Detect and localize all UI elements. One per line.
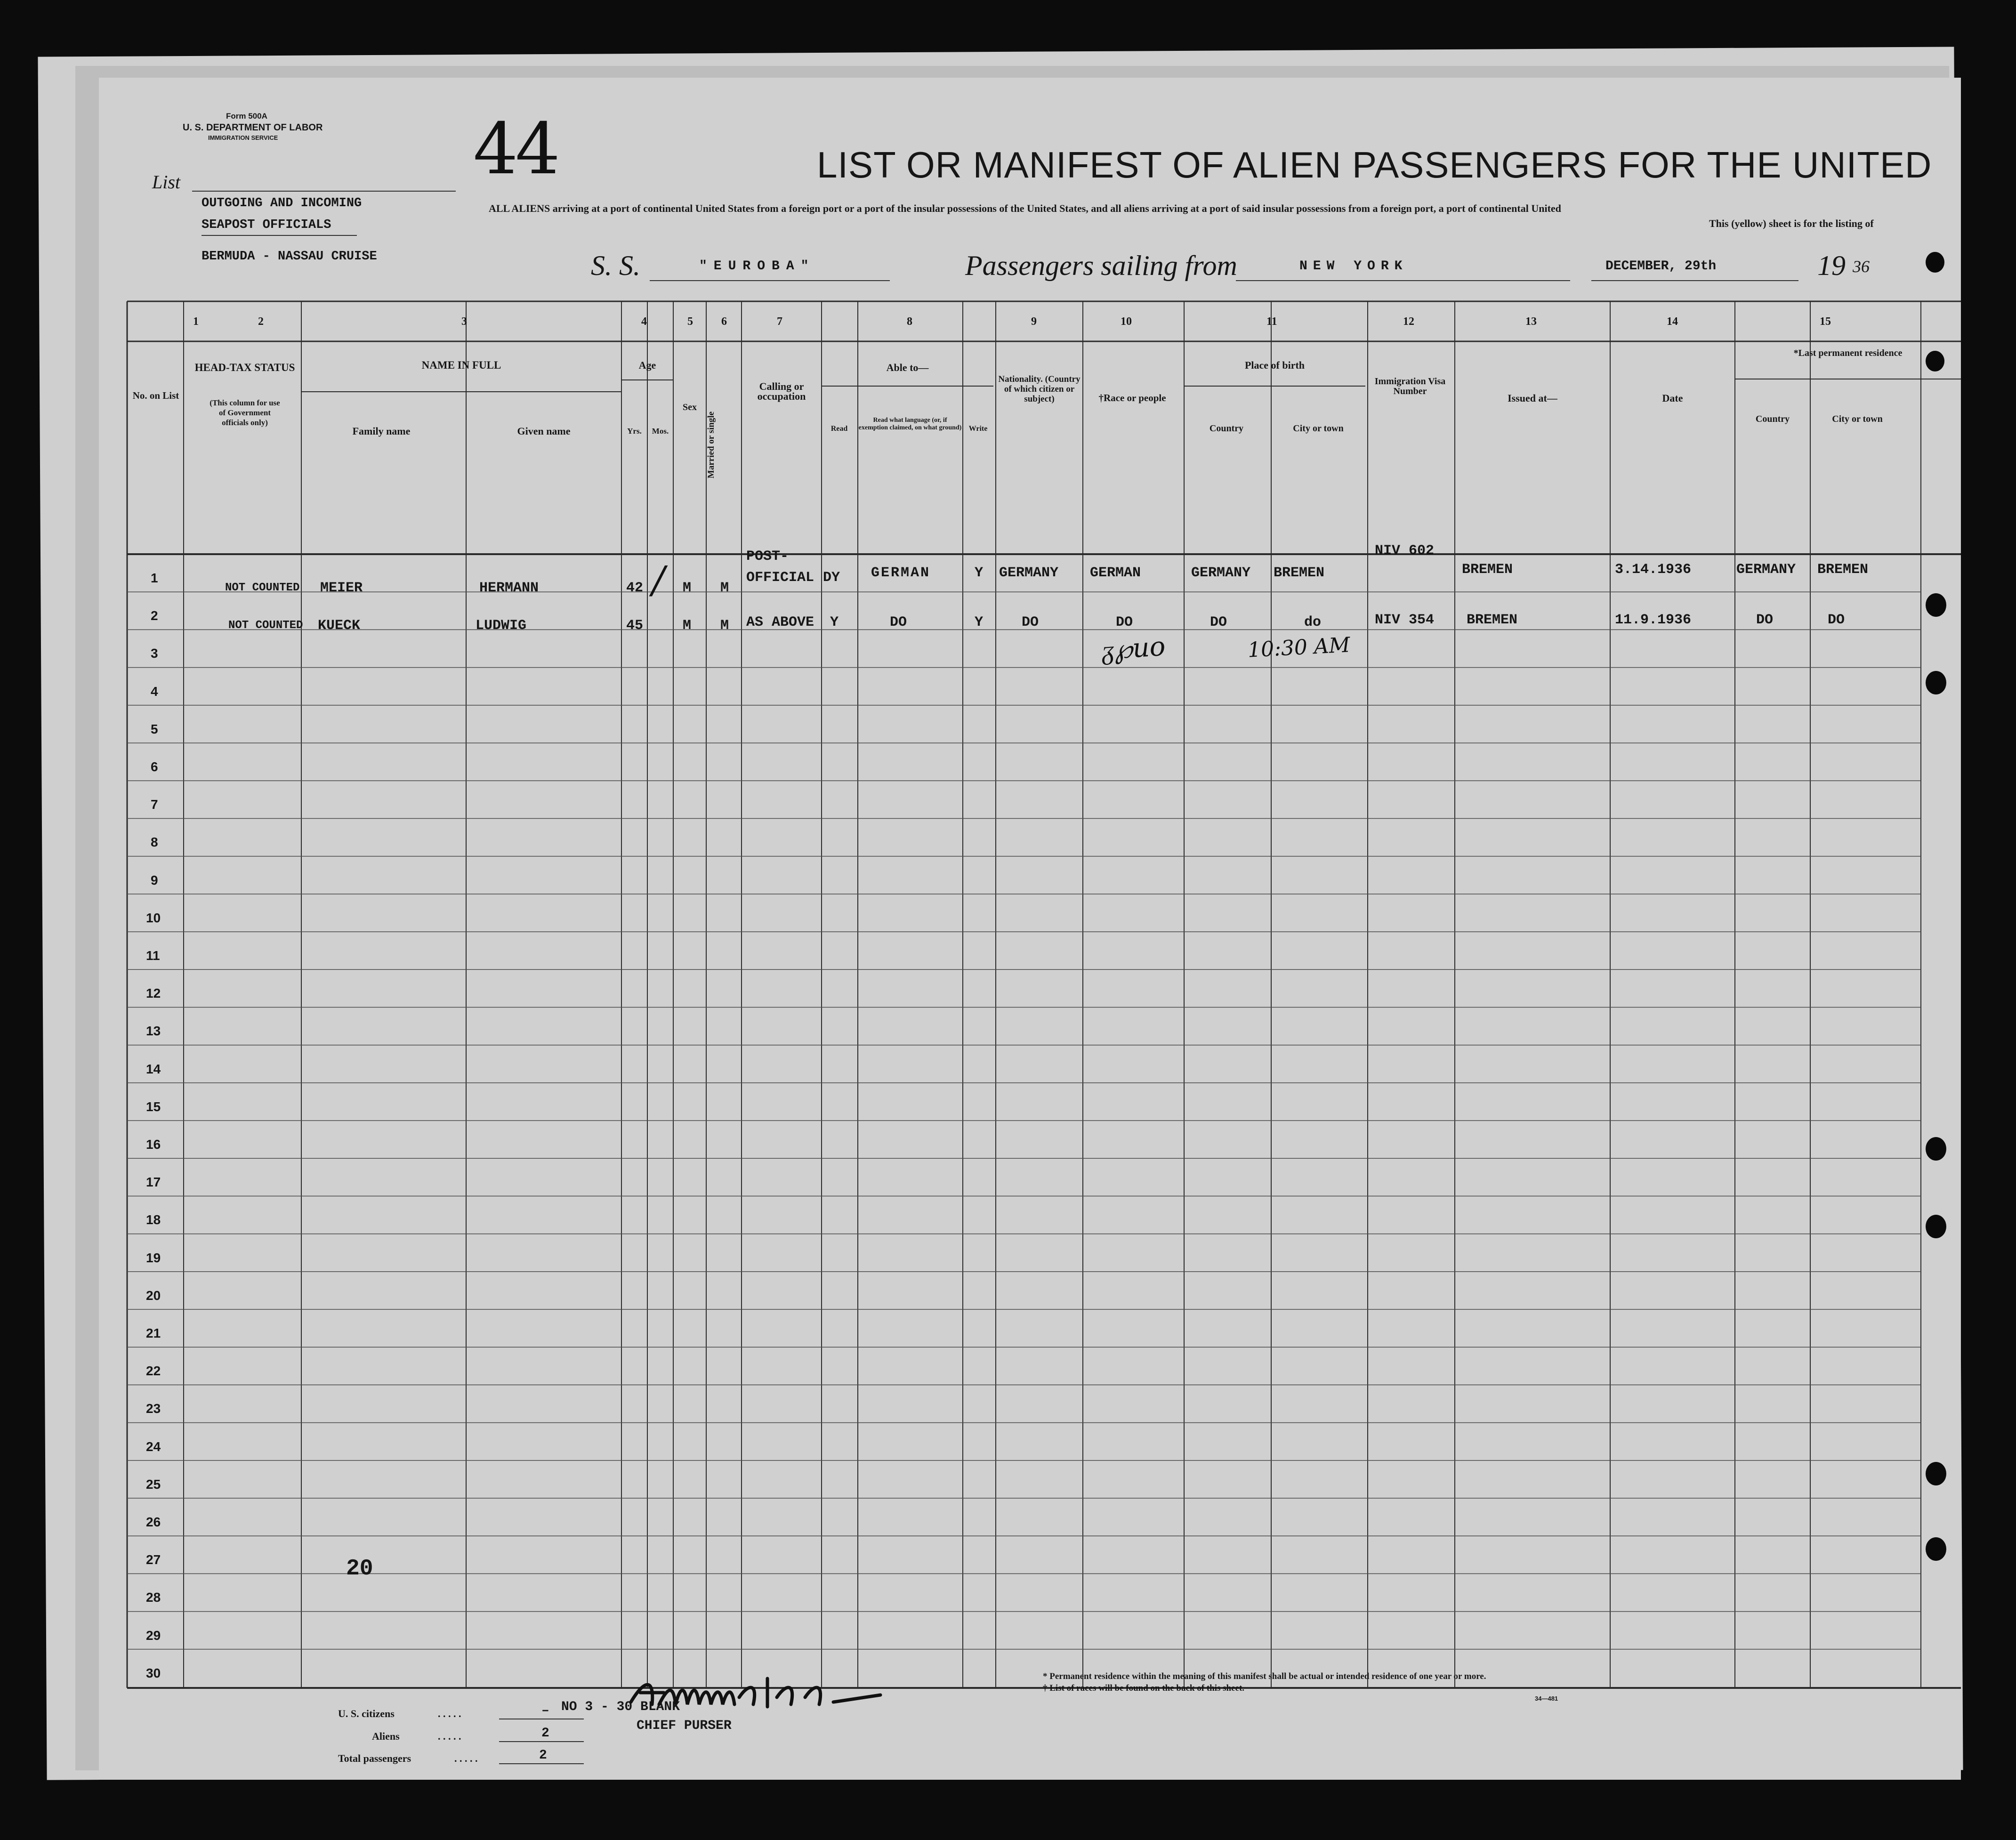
language-cell: DO (890, 614, 907, 630)
row-number: 2 (151, 608, 158, 623)
table-grid (99, 78, 1961, 1780)
header-family-name: Family name (352, 425, 411, 437)
page-number: 44 (473, 108, 557, 190)
footnote: † List of races will be found on the back of this sheet. (1043, 1683, 1245, 1693)
header-mos: Mos. (652, 427, 669, 436)
header-date: Date (1662, 392, 1683, 404)
header-res-city: City or town (1832, 414, 1883, 424)
row30-note: 20 (346, 1556, 373, 1582)
visa-date-cell: 3.14.1936 (1615, 562, 1692, 578)
col-number: 3 (461, 315, 467, 328)
row-number: 5 (151, 721, 158, 736)
visa-cell: NIV 354 (1375, 612, 1435, 628)
age-cell: 45 (626, 618, 644, 634)
row-number: 24 (146, 1439, 161, 1454)
header-last-residence: *Last permanent residence (1793, 348, 1903, 358)
row-number: 22 (146, 1364, 161, 1379)
birth-country-cell: GERMANY (1191, 565, 1251, 581)
header-age: Age (638, 359, 656, 371)
header-issued-at: Issued at— (1508, 392, 1557, 404)
row-number: 4 (151, 684, 158, 699)
ss-label: S. S. (591, 250, 640, 281)
header-visa-number: Immigration Visa Number (1374, 376, 1446, 396)
header-place-of-birth: Place of birth (1244, 359, 1305, 371)
aliens-label: Aliens (372, 1730, 400, 1742)
header-read-language: Read what language (or, if exemption claimed, on what ground) (858, 417, 962, 431)
row-number: 16 (146, 1137, 161, 1152)
header-birth-country: Country (1209, 423, 1244, 434)
nationality-cell: DO (1022, 614, 1039, 630)
header-name-in-full: NAME IN FULL (421, 359, 501, 371)
handwritten-initials: ᵹ℘uo (1100, 631, 1167, 666)
language-cell: GERMAN (871, 565, 931, 581)
year-suffix: 36 (1853, 257, 1870, 276)
list-label: List (152, 171, 181, 193)
birth-city-cell: do (1304, 614, 1322, 630)
birth-city-cell: BREMEN (1274, 565, 1325, 581)
row-number: 29 (146, 1628, 161, 1643)
col-number: 10 (1121, 315, 1132, 328)
year-prefix: 19 (1817, 250, 1846, 281)
header-nationality: Nationality. (Country of which citizen or subject) (998, 374, 1081, 404)
nationality-cell: GERMANY (999, 565, 1059, 581)
header-yrs: Yrs. (627, 427, 642, 436)
header-calling: Calling or occupation (757, 380, 806, 402)
occupation-cell: POST- (746, 549, 789, 565)
intro-text: ALL ALIENS arriving at a port of continental United States from a foreign port or a port of the insular possessions of the United States, and all aliens arriving at a port of said insular possessions from a foreign port, a port of continental United (489, 202, 1561, 214)
res-country-cell: GERMANY (1736, 562, 1796, 578)
res-city-cell: BREMEN (1817, 562, 1869, 578)
col-number: 7 (777, 315, 782, 328)
sailing-label: Passengers sailing from (965, 250, 1237, 281)
header-head-tax: HEAD-TAX STATUS (194, 362, 295, 373)
race-cell: GERMAN (1090, 565, 1141, 581)
aliens-value: 2 (541, 1726, 549, 1741)
date-value: DECEMBER, 29th (1605, 259, 1717, 274)
row-number: 1 (151, 571, 158, 585)
citizens-value: – (541, 1703, 549, 1718)
col-number: 14 (1667, 315, 1678, 328)
row-number: 27 (146, 1552, 161, 1567)
occupation-cell: AS ABOVE (746, 614, 814, 630)
sex-cell: M (683, 580, 692, 596)
family-name-cell: KUECK (318, 618, 361, 634)
sex-cell: M (683, 618, 692, 634)
issued-cell: BREMEN (1467, 612, 1518, 628)
row-number: 28 (146, 1590, 161, 1605)
row-number: 11 (146, 948, 160, 963)
header-head-tax-note: (This column for use of Government officials only) (210, 398, 280, 427)
row-number: 10 (146, 910, 161, 925)
row-number: 21 (146, 1326, 161, 1340)
aliens-underline (499, 1741, 584, 1742)
birth-country-cell: DO (1210, 614, 1227, 630)
row-number: 17 (146, 1175, 161, 1190)
page-title: LIST OR MANIFEST OF ALIEN PASSENGERS FOR THE UNITED (817, 144, 1932, 186)
col-number: 11 (1266, 315, 1277, 328)
col-number: 4 (641, 315, 647, 328)
row-number: 13 (146, 1024, 161, 1039)
header-sex: Sex (683, 402, 697, 412)
res-country-cell: DO (1756, 612, 1774, 628)
total-value: 2 (539, 1748, 547, 1763)
row-number: 8 (151, 835, 158, 850)
col-number: 9 (1031, 315, 1037, 328)
res-city-cell: DO (1828, 612, 1845, 628)
list-line: SEAPOST OFFICIALS (202, 218, 331, 232)
department: U. S. DEPARTMENT OF LABOR (183, 122, 323, 133)
head-tax-cell: NOT COUNTED (228, 619, 303, 632)
row-number: 26 (146, 1515, 161, 1529)
purser-signature (626, 1669, 890, 1721)
row-number: 18 (146, 1212, 161, 1227)
read-cell: DY (823, 570, 840, 586)
col-number: 12 (1403, 315, 1414, 328)
header-write: Write (968, 425, 988, 433)
write-cell: Y (975, 565, 984, 581)
married-cell: M (720, 618, 729, 634)
visa-date-cell: 11.9.1936 (1615, 612, 1692, 628)
family-name-cell: MEIER (320, 580, 363, 596)
row-number: 3 (151, 646, 158, 661)
header-able-to: Able to— (886, 362, 929, 373)
scan-border (99, 1780, 1961, 1840)
handwritten-time: 10:30 AM (1247, 633, 1351, 662)
race-cell: DO (1116, 614, 1133, 630)
row-number: 6 (151, 759, 158, 774)
manifest-sheet (99, 78, 1961, 1780)
given-name-cell: LUDWIG (476, 618, 527, 634)
row-number: 25 (146, 1477, 161, 1492)
header-given-name: Given name (517, 425, 571, 437)
married-cell: M (720, 580, 729, 596)
row-number: 19 (146, 1250, 161, 1265)
row-number: 12 (146, 986, 161, 1001)
total-underline (499, 1763, 584, 1764)
list-line: OUTGOING AND INCOMING (202, 196, 362, 210)
row-number: 20 (146, 1288, 161, 1303)
form-number: Form 500A (226, 112, 267, 121)
form-code: 34—481 (1535, 1695, 1558, 1702)
given-name-cell: HERMANN (479, 580, 539, 596)
citizens-label: U. S. citizens (338, 1708, 395, 1719)
row-number: 30 (146, 1665, 161, 1680)
row-number: 14 (146, 1061, 161, 1076)
header-res-country: Country (1755, 414, 1790, 424)
issued-cell: BREMEN (1462, 562, 1513, 578)
row-number: 9 (151, 872, 158, 888)
row-number: 23 (146, 1401, 161, 1416)
header-no-on-list: No. on List (132, 390, 179, 401)
ship-name: "EUROBA" (699, 259, 815, 274)
col-number: 6 (721, 315, 727, 328)
header-birth-city: City or town (1293, 423, 1344, 434)
total-label: Total passengers (338, 1752, 411, 1764)
col-number: 2 (258, 315, 264, 328)
col-number: 13 (1525, 315, 1537, 328)
dots: . . . . . (454, 1752, 478, 1764)
head-tax-cell: NOT COUNTED (225, 581, 300, 594)
age-cell: 42 (626, 580, 644, 596)
dots: . . . . . (438, 1730, 461, 1742)
dots: . . . . . (438, 1708, 461, 1719)
col-number: 1 (193, 315, 199, 328)
col-number: 15 (1820, 315, 1831, 328)
intro-text: This (yellow) sheet is for the listing of (1709, 218, 1874, 229)
read-cell: Y (830, 614, 839, 630)
header-race: †Race or people (1098, 392, 1166, 404)
col-number: 5 (687, 315, 693, 328)
port-value: NEW YORK (1299, 259, 1408, 274)
purser-title: CHIEF PURSER (637, 1719, 732, 1733)
visa-cell: NIV 602 (1375, 543, 1435, 559)
row-number: 15 (146, 1099, 161, 1114)
col-number: 8 (907, 315, 912, 328)
check-mark: / (652, 558, 665, 602)
list-line: BERMUDA - NASSAU CRUISE (202, 250, 377, 264)
blank-note: NO 3 - 30 BLANK (561, 1700, 680, 1714)
service: IMMIGRATION SERVICE (208, 134, 278, 141)
header-read: Read (831, 425, 848, 433)
header-married: Married or single (706, 411, 716, 479)
write-cell: Y (975, 614, 984, 630)
occupation-cell: OFFICIAL (746, 570, 814, 586)
row-number: 7 (151, 797, 158, 812)
footnote: * Permanent residence within the meaning of this manifest shall be actual or intended residence of one year or more. (1043, 1671, 1486, 1681)
